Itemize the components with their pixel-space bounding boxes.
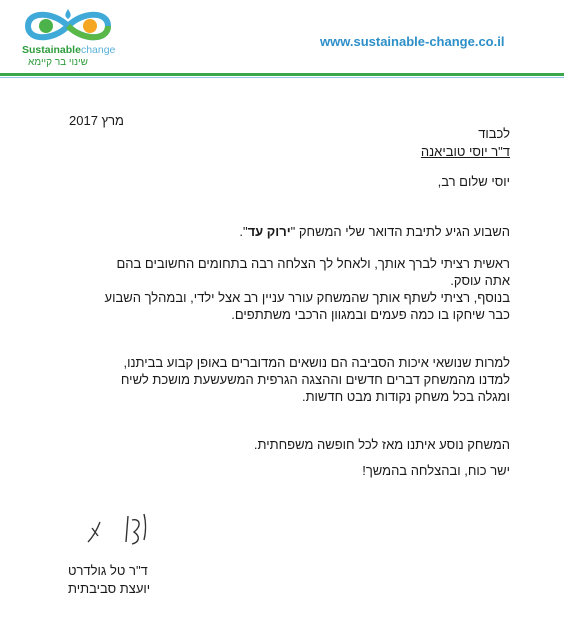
- game-name: ירוק עד: [247, 224, 291, 239]
- paragraph-2-line-3: בנוסף, רציתי לשתף אותך שהמשחק עורר עניין רב אצל ילדי, ובמהלך השבוע: [104, 290, 510, 305]
- paragraph-1: [239, 224, 510, 240]
- p1-after: ".: [239, 224, 248, 239]
- paragraph-2-line-1: ראשית רציתי לברך אותך, ולאחל לך הצלחה רבה בתחומים החשובים בהם: [116, 256, 510, 271]
- to-line: לכבוד: [478, 126, 510, 141]
- logo-wordmark: [22, 44, 115, 56]
- letter-date: מרץ 2017: [69, 113, 124, 128]
- logo-hebrew: שינוי בר קיימא: [28, 57, 88, 68]
- logo-accent: change: [80, 44, 116, 56]
- signer-name: ד"ר טל גולדרט: [68, 563, 148, 578]
- closing: ישר כוח, ובהצלחה בהמשך!: [362, 463, 510, 478]
- logo-main: Sustainable: [22, 44, 81, 56]
- paragraph-4: המשחק נוסע איתנו מאז לכל חופשה משפחתית.: [253, 437, 510, 452]
- header-divider-blue: [0, 77, 564, 78]
- paragraph-2-line-4: כבר שיחקו בו כמה פעמים ובמגוון הרכבי משתתפים.: [231, 307, 510, 322]
- header-divider-green: [0, 73, 564, 76]
- paragraph-3-line-1: למרות שנושאי איכות הסביבה הם נושאים המדוברים באופן קבוע בביתנו,: [123, 355, 510, 370]
- paragraph-3-line-3: ומגלה בכל משחק נקודות מבט חדשות.: [301, 389, 510, 404]
- website-link[interactable]: www.sustainable-change.co.il: [320, 34, 505, 49]
- p1-before: השבוע הגיע לתיבת הדואר שלי המשחק ": [290, 224, 510, 239]
- greeting: יוסי שלום רב,: [437, 174, 510, 189]
- signer-title: יועצת סביבתית: [68, 581, 151, 596]
- paragraph-3-line-2: למדנו מהמשחק דברים חדשים וההצגה הגרפית המשעשעת מושכת לשיח: [120, 372, 510, 387]
- handwritten-signature: [82, 508, 152, 554]
- paragraph-2-line-2: אתה עוסק.: [450, 273, 510, 288]
- recipient-name: ד"ר יוסי טוביאנה: [420, 144, 510, 159]
